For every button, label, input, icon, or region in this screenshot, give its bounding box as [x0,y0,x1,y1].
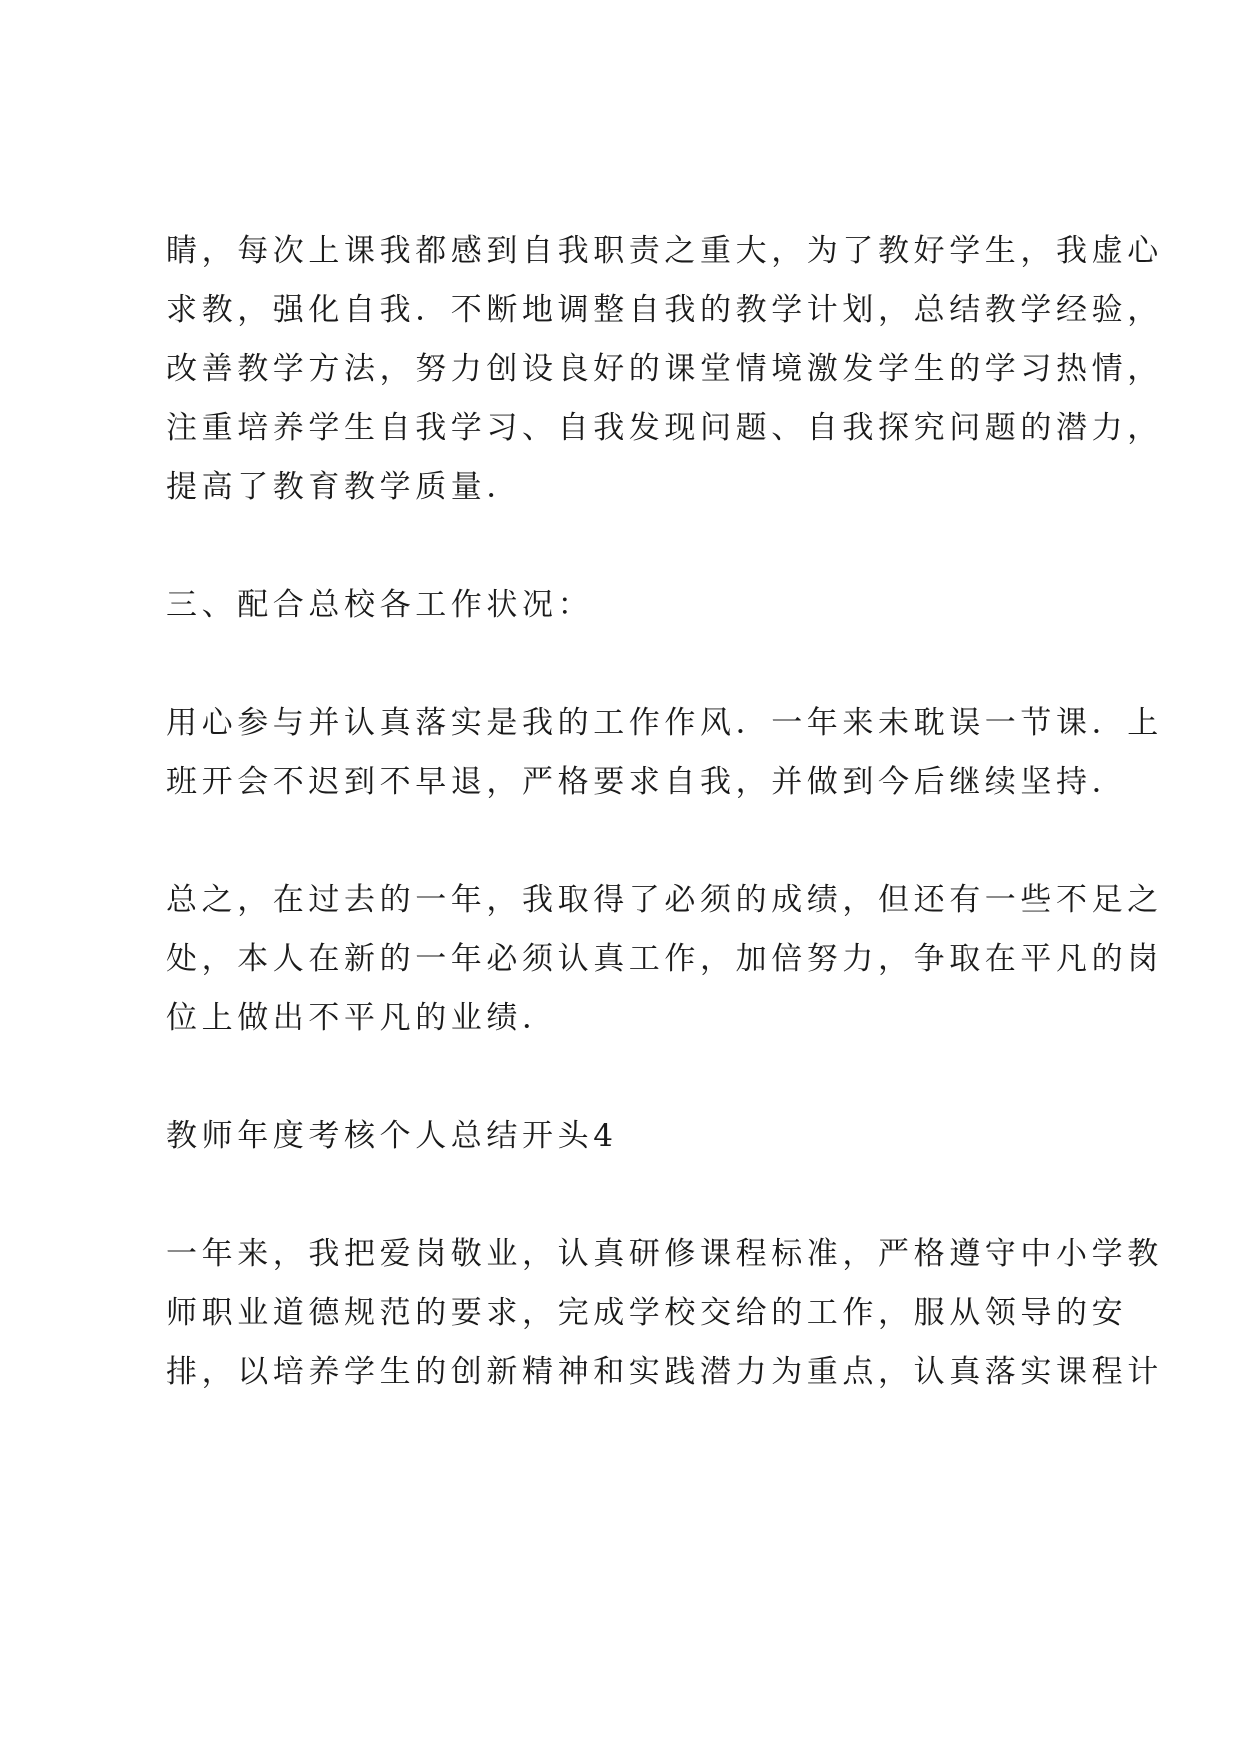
paragraph-gap [166,1166,1096,1225]
text-line: 改善教学方法，努力创设良好的课堂情境激发学生的学习热情， [166,351,1163,387]
text-line: 班开会不迟到不早退，严格要求自我，并做到今后继续坚持． [166,764,1128,800]
section-heading [166,576,1096,635]
text-line: 处，本人在新的一年必须认真工作，加倍努力，争取在平凡的岗 [166,941,1163,977]
text-line: 总之，在过去的一年，我取得了必须的成绩，但还有一些不足之 [166,882,1163,918]
paragraph-gap [166,635,1096,694]
paragraph [166,694,1163,812]
text-line: 三、配合总校各工作状况： [166,587,594,623]
paragraph-gap [166,517,1096,576]
text-line: 提高了教育教学质量． [166,469,522,505]
text-line: 教师年度考核个人总结开头4 [166,1118,618,1154]
text-line: 排，以培养学生的创新精神和实践潜力为重点，认真落实课程计 [166,1354,1163,1390]
text-line: 一年来，我把爱岗敬业，认真研修课程标准，严格遵守中小学教 [166,1236,1163,1272]
text-line: 注重培养学生自我学习、自我发现问题、自我探究问题的潜力， [166,410,1163,446]
document-body [166,222,1163,1402]
paragraph [166,222,1163,517]
paragraph-gap [166,1048,1096,1107]
section-title [166,1107,1096,1166]
text-line: 位上做出不平凡的业绩． [166,1000,558,1036]
text-line: 睛，每次上课我都感到自我职责之重大，为了教好学生，我虚心 [166,233,1163,269]
paragraph [166,1225,1163,1402]
text-line: 用心参与并认真落实是我的工作作风．一年来未耽误一节课．上 [166,705,1163,741]
text-line: 求教，强化自我．不断地调整自我的教学计划，总结教学经验， [166,292,1163,328]
paragraph [166,871,1163,1048]
text-line: 师职业道德规范的要求，完成学校交给的工作，服从领导的安 [166,1295,1128,1331]
paragraph-gap [166,812,1096,871]
